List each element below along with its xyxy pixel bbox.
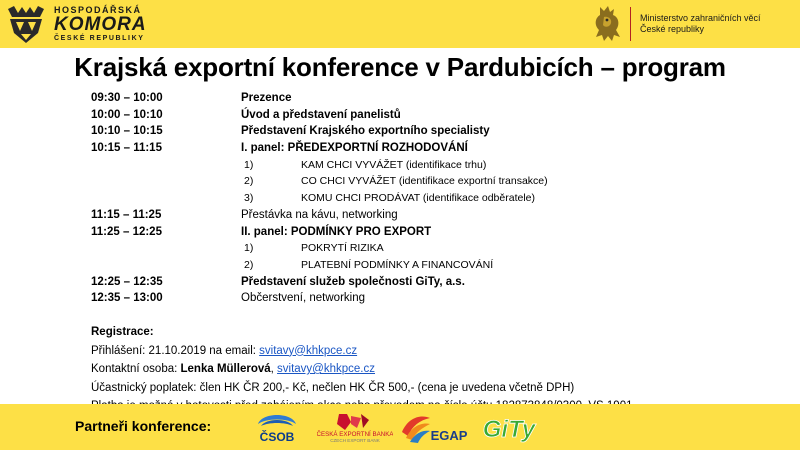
program-row (91, 107, 711, 124)
program-time: 10:15 – 11:15 (91, 142, 162, 155)
ministry-name-line1: Ministerstvo zahraničních věcí (640, 13, 761, 23)
chamber-emblem-icon (4, 3, 48, 45)
program-time: 09:30 – 10:00 (91, 92, 163, 104)
gity-logo (480, 410, 538, 444)
gity-logo-text: GiTy (482, 416, 536, 443)
program-item: II. panel: PODMÍNKY PRO EXPORT (241, 225, 432, 238)
egap-logo (400, 410, 468, 446)
program-subitem: KAM CHCI VYVÁŽET (identifikace trhu) (301, 158, 487, 171)
subitem-number: 1) (244, 242, 254, 255)
program-row (91, 274, 711, 291)
program-subitem: CO CHCI VYVÁŽET (identifikace exportní transakce) (301, 175, 548, 188)
subitem-number: 2) (244, 175, 254, 188)
czech-lion-icon (586, 3, 626, 45)
program-row (91, 157, 711, 174)
fee-line: Účastnický poplatek: člen HK ČR 200,- Kč, nečlen HK ČR 500,- (cena je uvedena včetně DPH) (91, 381, 575, 394)
program-row (91, 140, 711, 157)
program-item: Představení služeb společnosti GiTy, a.s. (241, 275, 465, 288)
ministry-logo (586, 3, 786, 45)
program-time: 10:00 – 10:10 (91, 108, 163, 121)
registration-section (91, 323, 731, 416)
subitem-number: 1) (244, 158, 254, 171)
csob-logo (252, 408, 302, 446)
ministry-divider (630, 7, 631, 41)
chamber-of-commerce-logo (4, 3, 189, 45)
contact-label: Kontaktní osoba: (91, 363, 181, 375)
program-row (91, 90, 711, 107)
program-time: 12:35 – 13:00 (91, 292, 163, 305)
chamber-name-line1: HOSPODÁŘSKÁ (54, 5, 142, 15)
contact-line (91, 360, 731, 379)
export-bank-logo (317, 410, 393, 444)
program-item: Úvod a představení panelistů (241, 108, 401, 121)
program-row (91, 207, 711, 224)
chamber-name-line3: ČESKÉ REPUBLIKY (54, 35, 145, 42)
partners-label: Partneři konference: (75, 418, 212, 434)
program-item: I. panel: PŘEDEXPORTNÍ ROZHODOVÁNÍ (241, 142, 468, 155)
subitem-number: 3) (244, 192, 254, 205)
program-item: Občerstvení, networking (241, 292, 366, 305)
egap-logo-text: EGAP (430, 428, 468, 443)
signup-line (91, 342, 731, 361)
signup-text: Přihlášení: 21.10.2019 na email: (91, 344, 260, 357)
signup-email-link[interactable]: svitavy@khkpce.cz (259, 344, 358, 357)
chamber-name-line2: KOMORA (54, 14, 147, 35)
program-item: Přestávka na kávu, networking (241, 208, 398, 221)
program-row (91, 190, 711, 207)
program-subitem: PLATEBNÍ PODMÍNKY A FINANCOVÁNÍ (301, 258, 494, 271)
registration-heading: Registrace: (91, 326, 154, 338)
contact-separator: , (270, 363, 278, 375)
program-item: Představení Krajského exportního specialisty (241, 125, 490, 138)
csob-logo-text: ČSOB (259, 430, 295, 444)
export-bank-name-en: CZECH EXPORT BANK (330, 438, 380, 443)
program-row (91, 257, 711, 274)
page-title: Krajská exportní konference v Pardubicích – program (74, 52, 726, 82)
program-time: 11:15 – 11:25 (91, 208, 162, 221)
program-row (91, 224, 711, 241)
export-bank-name: ČESKÁ EXPORTNÍ BANKA (317, 431, 393, 438)
program-row (91, 290, 711, 307)
contact-email-link[interactable]: svitavy@khkpce.cz (277, 363, 375, 375)
contact-name: Lenka Müllerová (180, 363, 271, 375)
program-row (91, 123, 711, 140)
program-row (91, 173, 711, 190)
program-subitem: KOMU CHCI PRODÁVAT (identifikace odběratele) (301, 192, 535, 205)
program-list (91, 90, 711, 307)
program-row (91, 240, 711, 257)
program-time: 11:25 – 12:25 (91, 225, 162, 238)
ministry-name-line2: České republiky (640, 24, 705, 34)
program-time: 10:10 – 10:15 (91, 125, 163, 138)
program-subitem: POKRYTÍ RIZIKA (301, 242, 384, 255)
subitem-number: 2) (244, 258, 254, 271)
program-item: Prezence (241, 92, 292, 104)
program-time: 12:25 – 12:35 (91, 275, 163, 288)
